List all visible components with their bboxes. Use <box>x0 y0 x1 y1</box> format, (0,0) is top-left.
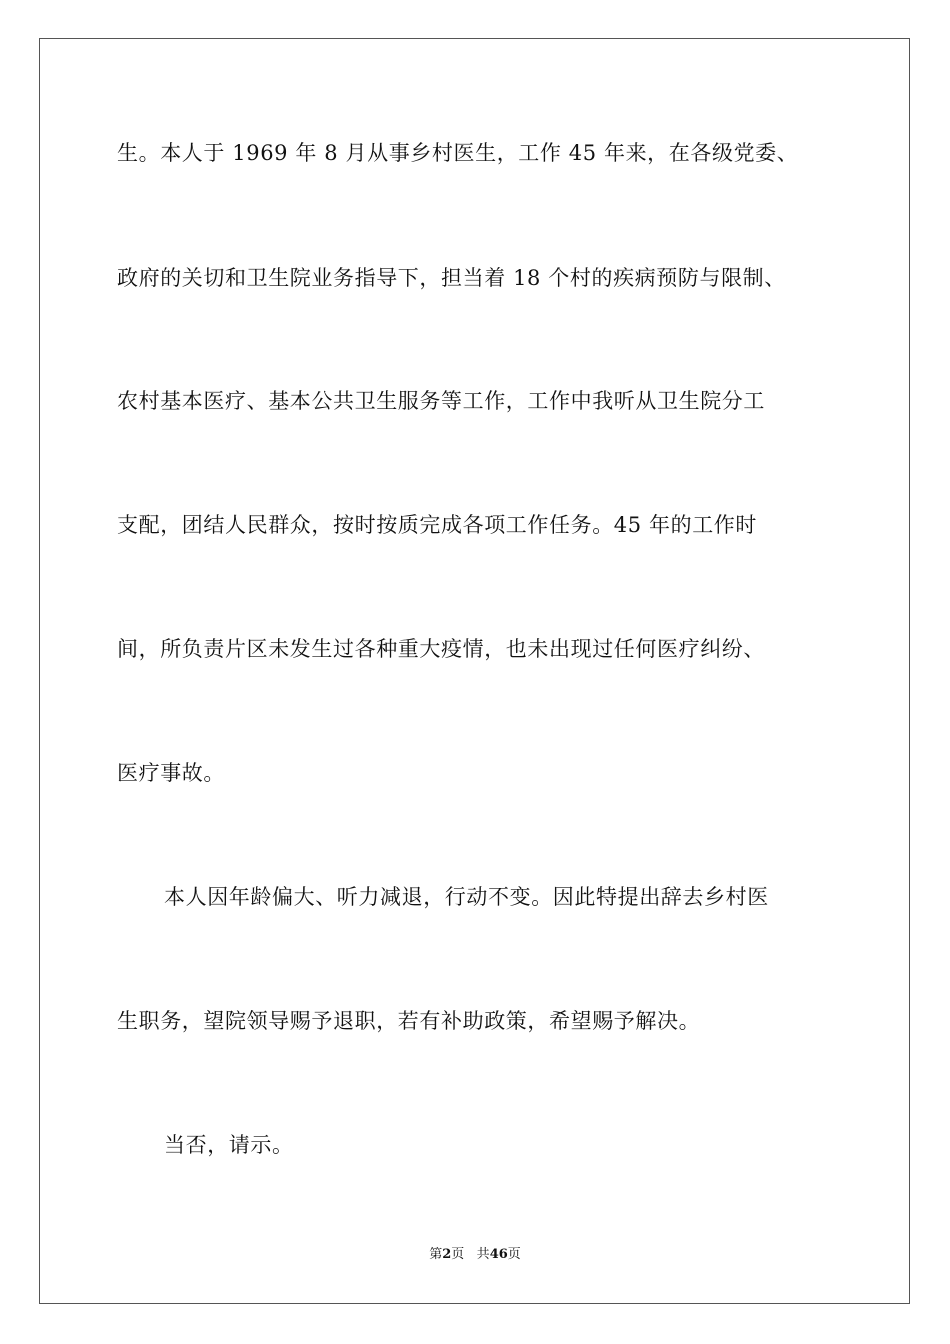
body-text-line-1: 生。本人于 1969 年 8 月从事乡村医生，工作 45 年来，在各级党委、 <box>117 141 799 165</box>
body-text-line-7: 本人因年龄偏大、听力减退，行动不变。因此特提出辞去乡村医 <box>164 885 769 909</box>
page-number: 2 <box>442 1247 452 1262</box>
page-suffix: 页 <box>451 1247 465 1262</box>
total-prefix: 共 <box>476 1247 490 1262</box>
body-text-line-9: 当否，请示。 <box>164 1133 294 1157</box>
page-border <box>39 38 910 1304</box>
body-text-line-3: 农村基本医疗、基本公共卫生服务等工作，工作中我听从卫生院分工 <box>117 389 765 413</box>
total-suffix: 页 <box>507 1247 521 1262</box>
body-text-line-6: 医疗事故。 <box>117 761 225 785</box>
page-footer <box>0 1246 950 1264</box>
body-text-line-5: 间，所负责片区未发生过各种重大疫情，也未出现过任何医疗纠纷、 <box>117 637 765 661</box>
body-text-line-4: 支配，团结人民群众，按时按质完成各项工作任务。45 年的工作时 <box>117 513 757 537</box>
body-text-line-2: 政府的关切和卫生院业务指导下，担当着 18 个村的疾病预防与限制、 <box>117 266 786 290</box>
body-text-line-8: 生职务，望院领导赐予退职，若有补助政策，希望赐予解决。 <box>117 1009 701 1033</box>
total-pages: 46 <box>489 1247 508 1262</box>
page-prefix: 第 <box>429 1247 443 1262</box>
